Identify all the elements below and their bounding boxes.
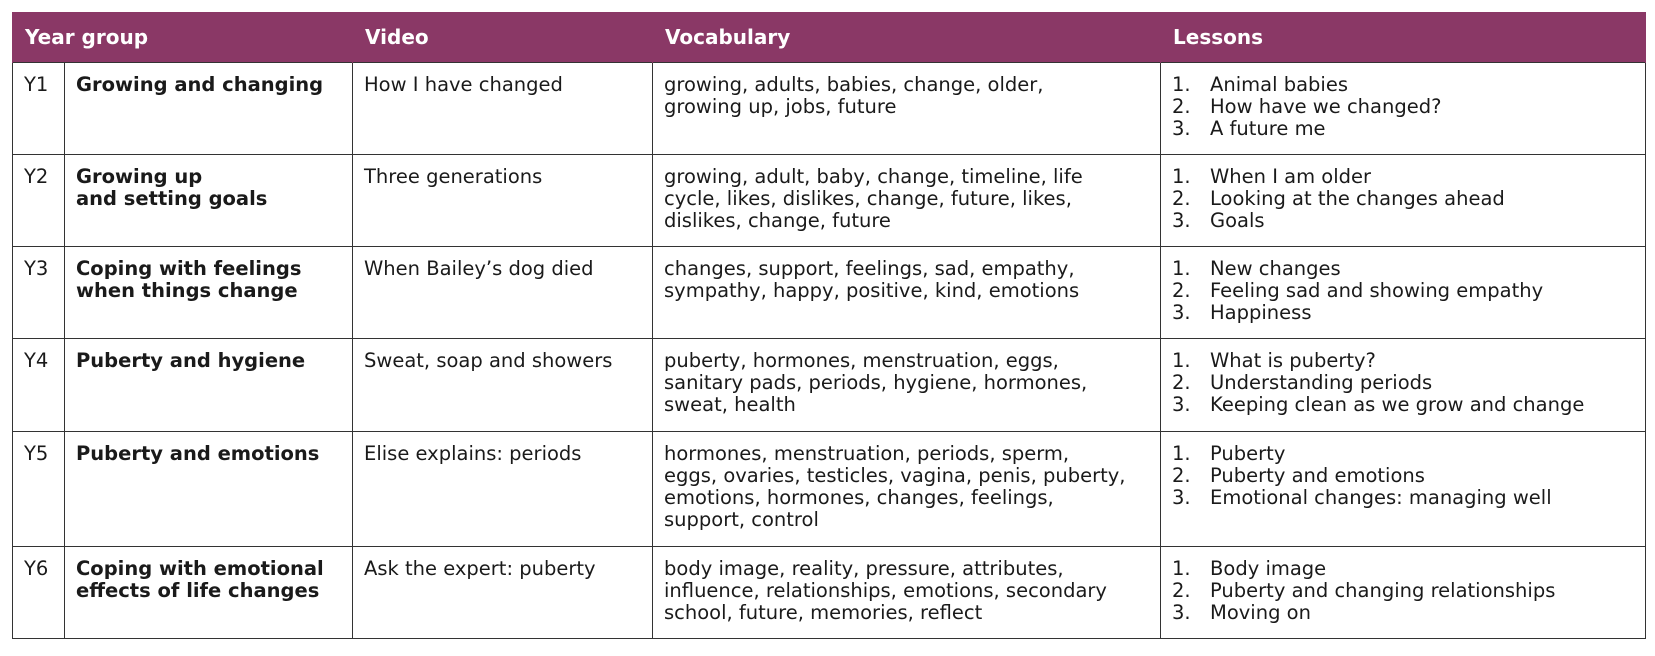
lesson-item — [1172, 394, 1635, 416]
table-row — [13, 431, 1646, 546]
topic-cell — [65, 431, 353, 546]
topic-line: Coping with emotional — [76, 556, 324, 580]
vocabulary-line: changes, support, feelings, sad, empathy, — [664, 256, 1075, 280]
lesson-title: Puberty and emotions — [1210, 463, 1425, 487]
vocabulary-cell — [653, 546, 1161, 638]
video-cell: Elise explains: periods — [353, 431, 653, 546]
vocabulary-line: sanitary pads, periods, hygiene, hormones, — [664, 370, 1088, 394]
topic-cell — [65, 62, 353, 154]
lessons-cell — [1161, 546, 1646, 638]
lesson-title: Moving on — [1210, 600, 1311, 624]
vocabulary-line: puberty, hormones, menstruation, eggs, — [664, 348, 1059, 372]
vocabulary-line: cycle, likes, dislikes, change, future, likes, — [664, 186, 1072, 210]
lessons-list — [1172, 166, 1635, 232]
curriculum-table — [12, 12, 1646, 639]
lesson-number: 3. — [1172, 300, 1191, 324]
vocabulary-cell — [653, 154, 1161, 246]
lesson-item — [1172, 350, 1635, 372]
lesson-title: How have we changed? — [1210, 94, 1442, 118]
lesson-item — [1172, 558, 1635, 580]
vocabulary-line: emotions, hormones, changes, feelings, — [664, 485, 1054, 509]
lesson-number: 2. — [1172, 463, 1191, 487]
header-video: Video — [353, 12, 653, 62]
lesson-item — [1172, 602, 1635, 624]
lessons-cell — [1161, 62, 1646, 154]
lesson-title: Goals — [1210, 208, 1265, 232]
lessons-list — [1172, 558, 1635, 624]
lessons-cell — [1161, 246, 1646, 338]
lesson-number: 3. — [1172, 600, 1191, 624]
lesson-number: 3. — [1172, 485, 1191, 509]
vocabulary-line: hormones, menstruation, periods, sperm, — [664, 441, 1070, 465]
lesson-title: Happiness — [1210, 300, 1312, 324]
lesson-number: 1. — [1172, 72, 1191, 96]
vocabulary-line: eggs, ovaries, testicles, vagina, penis, puberty, — [664, 463, 1126, 487]
lesson-item — [1172, 188, 1635, 210]
lesson-item — [1172, 118, 1635, 140]
lesson-item — [1172, 74, 1635, 96]
lessons-list — [1172, 74, 1635, 140]
lesson-number: 1. — [1172, 441, 1191, 465]
topic-line: and setting goals — [76, 186, 268, 210]
lesson-title: Feeling sad and showing empathy — [1210, 278, 1544, 302]
year-cell: Y1 — [13, 62, 65, 154]
table-row — [13, 62, 1646, 154]
table-header — [13, 12, 1646, 62]
vocabulary-cell — [653, 431, 1161, 546]
lesson-title: Puberty — [1210, 441, 1286, 465]
video-cell: Ask the expert: puberty — [353, 546, 653, 638]
lesson-number: 1. — [1172, 256, 1191, 280]
lesson-number: 2. — [1172, 94, 1191, 118]
table-row — [13, 246, 1646, 338]
topic-line: Puberty and hygiene — [76, 348, 306, 372]
vocabulary-line: body image, reality, pressure, attributes, — [664, 556, 1064, 580]
lesson-item — [1172, 580, 1635, 602]
video-cell: Sweat, soap and showers — [353, 338, 653, 431]
topic-cell — [65, 154, 353, 246]
topic-line: Coping with feelings — [76, 256, 302, 280]
table-row — [13, 546, 1646, 638]
lesson-number: 3. — [1172, 116, 1191, 140]
vocabulary-line: growing, adults, babies, change, older, — [664, 72, 1044, 96]
table-row — [13, 338, 1646, 431]
lesson-number: 2. — [1172, 370, 1191, 394]
header-lessons: Lessons — [1161, 12, 1646, 62]
lesson-item — [1172, 258, 1635, 280]
year-cell: Y4 — [13, 338, 65, 431]
topic-line: Growing up — [76, 164, 203, 188]
lesson-item — [1172, 210, 1635, 232]
vocabulary-cell — [653, 246, 1161, 338]
lesson-number: 1. — [1172, 556, 1191, 580]
lesson-item — [1172, 96, 1635, 118]
vocabulary-line: sweat, health — [664, 392, 796, 416]
lesson-item — [1172, 302, 1635, 324]
lesson-item — [1172, 280, 1635, 302]
topic-cell — [65, 546, 353, 638]
header-year-group: Year group — [13, 12, 353, 62]
lessons-list — [1172, 350, 1635, 416]
year-cell: Y2 — [13, 154, 65, 246]
vocabulary-cell — [653, 338, 1161, 431]
lesson-item — [1172, 465, 1635, 487]
lesson-item — [1172, 443, 1635, 465]
lessons-cell — [1161, 338, 1646, 431]
lessons-list — [1172, 258, 1635, 324]
lesson-number: 1. — [1172, 164, 1191, 188]
video-cell: When Bailey’s dog died — [353, 246, 653, 338]
lessons-cell — [1161, 154, 1646, 246]
lesson-item — [1172, 372, 1635, 394]
lesson-number: 1. — [1172, 348, 1191, 372]
topic-line: Growing and changing — [76, 72, 324, 96]
lesson-title: New changes — [1210, 256, 1341, 280]
lessons-cell — [1161, 431, 1646, 546]
video-cell: How I have changed — [353, 62, 653, 154]
vocabulary-line: growing up, jobs, future — [664, 94, 897, 118]
video-cell: Three generations — [353, 154, 653, 246]
lesson-item — [1172, 487, 1635, 509]
table-row — [13, 154, 1646, 246]
lesson-item — [1172, 166, 1635, 188]
topic-line: Puberty and emotions — [76, 441, 320, 465]
vocabulary-line: school, future, memories, reflect — [664, 600, 983, 624]
lesson-title: Looking at the changes ahead — [1210, 186, 1505, 210]
vocabulary-line: dislikes, change, future — [664, 208, 891, 232]
lesson-number: 2. — [1172, 578, 1191, 602]
vocabulary-line: support, control — [664, 507, 819, 531]
topic-line: when things change — [76, 278, 298, 302]
lesson-title: Animal babies — [1210, 72, 1348, 96]
lessons-list — [1172, 443, 1635, 509]
vocabulary-line: growing, adult, baby, change, timeline, life — [664, 164, 1083, 188]
vocabulary-line: influence, relationships, emotions, secondary — [664, 578, 1107, 602]
lesson-number: 2. — [1172, 186, 1191, 210]
year-cell: Y5 — [13, 431, 65, 546]
lesson-title: What is puberty? — [1210, 348, 1376, 372]
topic-cell — [65, 338, 353, 431]
vocabulary-cell — [653, 62, 1161, 154]
lesson-number: 2. — [1172, 278, 1191, 302]
lesson-title: Emotional changes: managing well — [1210, 485, 1552, 509]
lesson-number: 3. — [1172, 208, 1191, 232]
vocabulary-line: sympathy, happy, positive, kind, emotions — [664, 278, 1080, 302]
table-body — [13, 62, 1646, 638]
lesson-title: Keeping clean as we grow and change — [1210, 392, 1585, 416]
topic-cell — [65, 246, 353, 338]
topic-line: effects of life changes — [76, 578, 320, 602]
year-cell: Y3 — [13, 246, 65, 338]
year-cell: Y6 — [13, 546, 65, 638]
lesson-number: 3. — [1172, 392, 1191, 416]
lesson-title: A future me — [1210, 116, 1326, 140]
lesson-title: Puberty and changing relationships — [1210, 578, 1556, 602]
lesson-title: When I am older — [1210, 164, 1372, 188]
lesson-title: Body image — [1210, 556, 1327, 580]
header-row — [13, 12, 1646, 62]
lesson-title: Understanding periods — [1210, 370, 1433, 394]
header-vocabulary: Vocabulary — [653, 12, 1161, 62]
